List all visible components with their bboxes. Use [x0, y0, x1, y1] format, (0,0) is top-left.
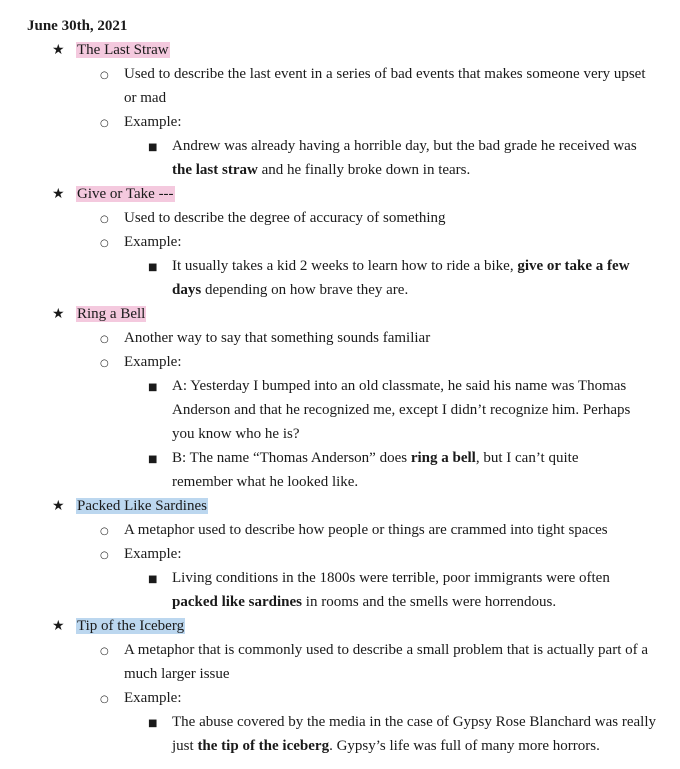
- example-text: depending on how brave they are.: [201, 282, 409, 298]
- example-text-cont: [172, 734, 600, 758]
- circle-bullet-icon: ○: [100, 358, 109, 369]
- example-label-item: [100, 230, 181, 256]
- example-text: , but I can’t quite: [475, 450, 579, 466]
- circle-bullet-icon: ○: [100, 646, 109, 657]
- example-item: [148, 374, 626, 400]
- circle-bullet-icon: ○: [100, 526, 109, 537]
- example-text-cont: Anderson and that he recognized me, except I didn’t recognize him. Perhaps: [172, 402, 631, 418]
- circle-bullet-icon: ○: [100, 550, 109, 561]
- idiom-bold: days: [172, 282, 202, 298]
- example-label-item: [100, 110, 181, 136]
- definition-text: Used to describe the degree of accuracy of something: [124, 210, 446, 226]
- definition-text: A metaphor used to describe how people or things are crammed into tight spaces: [124, 522, 608, 538]
- example-text-cont: [172, 590, 556, 614]
- idiom-title: Ring a Bell: [77, 306, 146, 322]
- idiom-heading-give-or-take: [52, 182, 175, 206]
- idiom-bold: the last straw: [172, 162, 258, 178]
- star-icon: ★: [52, 306, 65, 322]
- circle-bullet-icon: ○: [100, 70, 109, 81]
- circle-bullet-icon: ○: [100, 334, 109, 345]
- example-label-item: [100, 542, 181, 568]
- example-label: Example:: [124, 690, 182, 706]
- example-text: just: [172, 738, 198, 754]
- circle-bullet-icon: ○: [100, 118, 109, 129]
- circle-bullet-icon: ○: [100, 238, 109, 249]
- idiom-heading-last-straw: [52, 38, 170, 62]
- definition-text: Another way to say that something sounds familiar: [124, 330, 431, 346]
- example-text: . Gypsy’s life was full of many more horrors.: [329, 738, 600, 754]
- idiom-heading-packed-like-sardines: [52, 494, 208, 518]
- square-bullet-icon: ■: [148, 382, 158, 393]
- idiom-bold: packed like sardines: [172, 594, 303, 610]
- example-text: Andrew was already having a horrible day, but the bad grade he received was: [172, 138, 637, 154]
- definition-item: [100, 206, 446, 232]
- example-item: [148, 134, 637, 160]
- example-item: [148, 566, 610, 592]
- square-bullet-icon: ■: [148, 574, 158, 585]
- example-text-cont: remember what he looked like.: [172, 474, 359, 490]
- date-heading: June 30th, 2021: [27, 18, 128, 34]
- example-text-cont: [172, 158, 470, 182]
- idiom-title: Packed Like Sardines: [77, 498, 207, 514]
- definition-item: [100, 62, 646, 88]
- square-bullet-icon: ■: [148, 718, 158, 729]
- idiom-title: The Last Straw: [77, 42, 169, 58]
- example-label: Example:: [124, 114, 182, 130]
- idiom-title: Give or Take ---: [77, 186, 174, 202]
- example-label: Example:: [124, 354, 182, 370]
- example-label-item: [100, 686, 181, 712]
- square-bullet-icon: ■: [148, 454, 158, 465]
- example-text-cont: [172, 278, 408, 302]
- example-text: B: The name “Thomas Anderson” does: [172, 450, 411, 466]
- example-text: Living conditions in the 1800s were terrible, poor immigrants were often: [172, 570, 610, 586]
- idiom-heading-ring-a-bell: [52, 302, 146, 326]
- star-icon: ★: [52, 498, 65, 514]
- example-label: Example:: [124, 546, 182, 562]
- square-bullet-icon: ■: [148, 262, 158, 273]
- definition-text-cont: much larger issue: [124, 666, 230, 682]
- example-text: A: Yesterday I bumped into an old classmate, he said his name was Thomas: [172, 378, 627, 394]
- example-text: The abuse covered by the media in the case of Gypsy Rose Blanchard was really: [172, 714, 656, 730]
- idiom-bold: give or take a few: [517, 258, 630, 274]
- definition-text-cont: or mad: [124, 90, 167, 106]
- example-item: [148, 710, 656, 736]
- idiom-bold: ring a bell: [410, 450, 476, 466]
- star-icon: ★: [52, 618, 65, 634]
- definition-text: A metaphor that is commonly used to describe a small problem that is actually part of a: [124, 642, 649, 658]
- definition-item: [100, 518, 608, 544]
- idiom-title: Tip of the Iceberg: [77, 618, 185, 634]
- square-bullet-icon: ■: [148, 142, 158, 153]
- example-text: and he finally broke down in tears.: [257, 162, 471, 178]
- star-icon: ★: [52, 42, 65, 58]
- circle-bullet-icon: ○: [100, 694, 109, 705]
- circle-bullet-icon: ○: [100, 214, 109, 225]
- example-item: [148, 446, 578, 472]
- idiom-bold: the tip of the iceberg: [197, 738, 330, 754]
- example-text: It usually takes a kid 2 weeks to learn how to ride a bike,: [172, 258, 518, 274]
- definition-text: Used to describe the last event in a series of bad events that makes someone very upset: [124, 66, 646, 82]
- idiom-heading-tip-of-the-iceberg: [52, 614, 185, 638]
- definition-item: [100, 326, 430, 352]
- example-item: [148, 254, 630, 280]
- definition-item: [100, 638, 648, 664]
- example-label: Example:: [124, 234, 182, 250]
- example-label-item: [100, 350, 181, 376]
- example-text-cont: you know who he is?: [172, 426, 300, 442]
- star-icon: ★: [52, 186, 65, 202]
- example-text: in rooms and the smells were horrendous.: [302, 594, 557, 610]
